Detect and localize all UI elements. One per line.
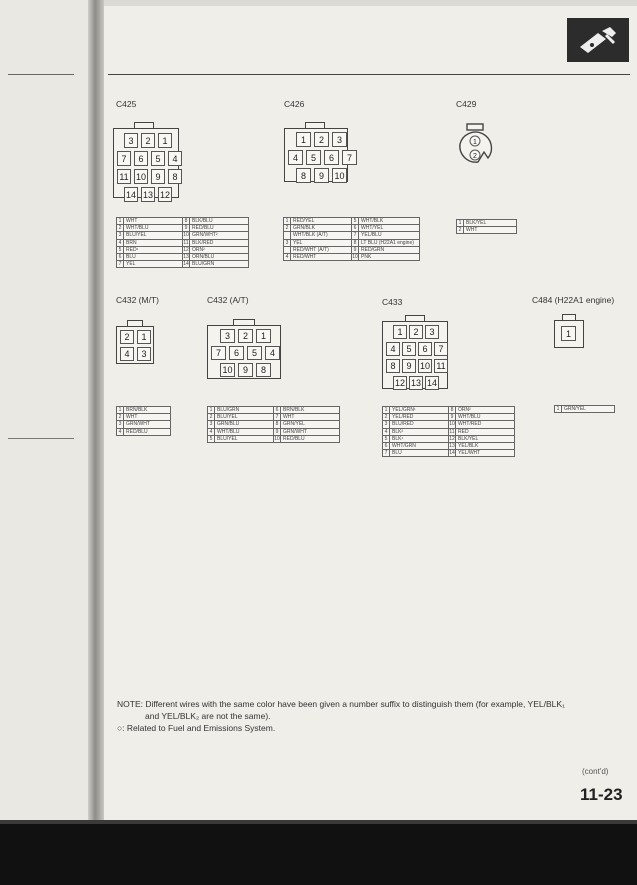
connector-pin: 4 [265, 346, 280, 360]
connector-pin: 4 [168, 151, 182, 166]
connector-pin: 2 [314, 132, 329, 147]
pin-number-cell: 9 [352, 246, 359, 253]
wire-color-cell: BRN/BLK [124, 407, 171, 414]
wire-color-cell: WHT/BLU [456, 414, 515, 421]
wire-color-cell: GRN/WHT [281, 428, 340, 435]
connector-pin: 14 [426, 378, 437, 388]
wire-color-cell: BLU [124, 253, 183, 260]
wire-row [383, 435, 515, 442]
pin-number-cell [284, 232, 291, 239]
c425-label: C425 [116, 99, 137, 109]
wire-row [117, 428, 171, 435]
pin-number-cell: 13 [183, 254, 189, 261]
wire-color-cell: WHT [281, 414, 340, 421]
connector-pin: 8 [296, 168, 311, 183]
pin-number-cell: 10 [274, 435, 280, 442]
pin-number-cell: 11 [183, 239, 189, 246]
wire-row [208, 421, 340, 428]
connector-pin: 2 [141, 133, 155, 148]
pin-number-cell: 3 [284, 239, 291, 246]
connector-pin: 11 [117, 169, 131, 184]
connector-pin: 7 [117, 151, 131, 166]
pin-number-cell: 1 [284, 218, 291, 225]
pin-number-cell: 12 [183, 246, 189, 253]
wire-color-cell: RED/WHT (A/T) [291, 246, 352, 253]
pin-number-cell [284, 246, 291, 253]
pin-number-cell: 4 [284, 253, 291, 260]
pin-number-cell: 2 [383, 414, 390, 421]
wire-color-cell: GRN/WHT² [190, 232, 249, 239]
connector-pin: 1 [561, 326, 576, 341]
wire-color-cell: WHT/YEL [359, 225, 420, 232]
wire-color-cell: WHT/BLK [359, 218, 420, 225]
pin-number-cell: 10 [352, 254, 358, 261]
pin-number-cell: 6 [117, 253, 124, 260]
wire-color-cell: WHT/RED [456, 421, 515, 428]
wire-color-cell: BLU/GRN [190, 261, 249, 268]
wire-color-cell: RED/BLU [190, 225, 249, 232]
wire-row [117, 261, 249, 268]
wire-row [117, 232, 249, 239]
wire-color-cell: BLU/YEL [215, 435, 274, 442]
wire-row [117, 218, 249, 225]
wire-color-cell: RED/GRN [359, 246, 420, 253]
pin-number-cell: 3 [117, 232, 124, 239]
pin-number-cell: 9 [274, 428, 281, 435]
pin-number-cell: 1 [208, 407, 215, 414]
connector-pin: 5 [151, 151, 165, 166]
wire-row [383, 414, 515, 421]
wire-row [208, 435, 340, 442]
connector-pin: 9 [402, 359, 416, 373]
wire-color-cell: GRN/YEL [281, 421, 340, 428]
c433-label: C433 [382, 297, 403, 307]
pin-number-cell: 4 [117, 428, 124, 435]
connector-pin: 12 [158, 187, 172, 202]
connector-latch [233, 319, 255, 325]
wire-row [555, 406, 615, 413]
wire-row [284, 225, 420, 232]
connector-latch [405, 315, 425, 321]
wire-row [383, 442, 515, 449]
connector-pin: 12 [394, 378, 405, 388]
connector-pin: 13 [410, 378, 421, 388]
pin-number-cell: 1 [383, 407, 390, 414]
pin-number-cell: 13 [449, 443, 455, 450]
connector-latch [562, 314, 576, 320]
c426-label: C426 [284, 99, 305, 109]
connector-pin: 5 [402, 342, 416, 356]
connector-pin: 3 [425, 325, 439, 339]
connector-pin: 8 [386, 359, 400, 373]
page-number: 11-23 [580, 785, 623, 804]
pin-number-cell: 7 [383, 450, 390, 457]
connector-latch [127, 320, 143, 326]
c432-mt-wire-table [116, 406, 171, 436]
fuel-pump-icon [576, 25, 620, 55]
pin-number-cell: 8 [183, 218, 190, 225]
wire-color-cell: WHT/BLU [215, 428, 274, 435]
left-page-rule [8, 74, 74, 75]
wire-color-cell: YEL [291, 239, 352, 246]
wire-color-cell: YEL/BLK [456, 442, 515, 449]
pin-number-cell: 14 [449, 450, 455, 457]
wire-color-cell: WHT [464, 227, 517, 234]
connector-pin: 8 [168, 169, 182, 184]
wire-row [117, 246, 249, 253]
pin-number-cell: 10 [449, 421, 455, 428]
connector-pin: 2 [409, 325, 423, 339]
pin-number-cell: 5 [208, 435, 215, 442]
wire-row [284, 239, 420, 246]
c429-pin: 1 [473, 139, 477, 146]
c429-connector-face [456, 122, 496, 172]
connector-pin: 5 [247, 346, 262, 360]
connector-pin: 10 [419, 361, 430, 371]
wire-row [284, 246, 420, 253]
c432-mt-label: C432 (M/T) [116, 295, 159, 305]
c429-label: C429 [456, 99, 477, 109]
pin-number-cell: 3 [383, 421, 390, 428]
wire-row [117, 414, 171, 421]
pin-number-cell: 4 [117, 239, 124, 246]
pin-number-cell: 2 [457, 227, 464, 234]
connector-pin: 11 [434, 359, 448, 373]
wire-row [208, 428, 340, 435]
wire-color-cell: GRN/WHT [124, 421, 171, 428]
connector-pin: 3 [220, 329, 235, 343]
pin-number-cell: 2 [117, 225, 124, 232]
connector-pin: 13 [141, 187, 155, 202]
pin-number-cell: 2 [208, 414, 215, 421]
wire-color-cell: BLK/YEL [456, 435, 515, 442]
wire-color-cell: BLK/YEL [464, 220, 517, 227]
connector-pin: 1 [158, 133, 172, 148]
wire-color-cell: ORN/BLU [190, 253, 249, 260]
c484-label: C484 (H22A1 engine) [532, 295, 615, 305]
connector-pin: 5 [306, 150, 321, 165]
connector-pin: 1 [296, 132, 311, 147]
connector-pin: 7 [342, 150, 357, 165]
pin-number-cell: 9 [449, 414, 456, 421]
connector-latch [134, 122, 154, 128]
pin-number-cell: 1 [457, 220, 464, 227]
pin-number-cell: 8 [274, 421, 281, 428]
pin-number-cell: 2 [117, 414, 124, 421]
connector-pin: 6 [324, 150, 339, 165]
c432-at-label: C432 (A/T) [207, 295, 249, 305]
connector-pin: 2 [238, 329, 253, 343]
wire-color-cell: GRN/YEL [562, 406, 615, 413]
wire-color-cell: BRN [124, 239, 183, 246]
wire-row [284, 253, 420, 260]
connector-pin: 4 [120, 347, 134, 361]
connector-pin: 7 [211, 346, 226, 360]
pin-number-cell: 6 [383, 442, 390, 449]
pin-number-cell: 3 [208, 421, 215, 428]
wire-color-cell: WHT [124, 218, 183, 225]
pin-number-cell: 10 [183, 232, 189, 239]
wire-color-cell: WHT/BLK (A/T) [291, 232, 352, 239]
pin-number-cell: 12 [449, 435, 455, 442]
c429-wire-table [456, 219, 517, 234]
connector-pin: 1 [137, 330, 151, 344]
connector-pin: 3 [124, 133, 138, 148]
connector-pin: 4 [288, 150, 303, 165]
wire-row [284, 218, 420, 225]
connector-pin: 9 [238, 363, 253, 377]
pin-number-cell: 7 [274, 414, 281, 421]
continued-label: (cont'd) [582, 767, 609, 776]
connector-pin: 1 [256, 329, 271, 343]
pin-number-cell: 4 [383, 428, 390, 435]
note-line-3: ○: Related to Fuel and Emissions System. [117, 723, 276, 733]
pin-number-cell: 8 [352, 239, 359, 246]
connector-pin: 6 [418, 342, 432, 356]
connector-pin: 7 [434, 342, 448, 356]
connector-pin: 8 [256, 363, 271, 377]
wire-row [383, 421, 515, 428]
connector-pin: 3 [137, 347, 151, 361]
pin-number-cell: 7 [352, 232, 359, 239]
wire-row [208, 414, 340, 421]
connector-pin: 14 [124, 187, 138, 202]
wire-color-cell: RED/BLU [281, 435, 340, 442]
book-gutter [88, 0, 104, 820]
pin-number-cell: 4 [208, 428, 215, 435]
wire-color-cell: RED/BLU [124, 428, 171, 435]
connector-pin: 3 [332, 132, 347, 147]
wire-color-cell: RED [456, 428, 515, 435]
wire-color-cell: BRN/BLK [281, 407, 340, 414]
connector-pin: 4 [386, 342, 400, 356]
pin-number-cell: 5 [383, 435, 390, 442]
wire-color-cell: GRN/BLK [291, 225, 352, 232]
pin-number-cell: 2 [284, 225, 291, 232]
wire-color-cell: YEL/BLU [359, 232, 420, 239]
wire-color-cell: BLU/GRN [215, 407, 274, 414]
connector-pin: 9 [151, 169, 165, 184]
wire-color-cell: RED/WHT [291, 253, 352, 260]
wire-row [383, 428, 515, 435]
c426-connector-face [284, 128, 352, 182]
connector-pin: 2 [120, 330, 134, 344]
wire-color-cell: YEL [124, 261, 183, 268]
left-page-rule-2 [8, 438, 74, 439]
pin-number-cell: 5 [352, 218, 359, 225]
pin-number-cell: 6 [274, 407, 281, 414]
connector-pin: 9 [314, 168, 329, 183]
connector-latch [305, 122, 325, 128]
c429-pin: 2 [473, 153, 477, 160]
pin-number-cell: 8 [449, 407, 456, 414]
connector-pin: 10 [220, 363, 235, 377]
wire-color-cell: BLU/YEL [124, 232, 183, 239]
wire-color-cell: BLK¹ [390, 435, 449, 442]
connector-pin: 1 [393, 325, 407, 339]
wire-row [284, 232, 420, 239]
wire-row [117, 253, 249, 260]
pin-number-cell: 6 [352, 225, 359, 232]
wire-row [117, 407, 171, 414]
wire-row [117, 239, 249, 246]
wire-color-cell: WHT/GRN [390, 442, 449, 449]
pin-number-cell: 7 [117, 261, 124, 268]
c484-wire-table [554, 405, 615, 413]
section-tab [567, 18, 629, 62]
wire-color-cell: YEL/GRN¹ [390, 407, 449, 414]
color-suffix-note [117, 698, 627, 734]
pin-number-cell: 1 [555, 406, 562, 413]
wire-color-cell: ORN² [456, 407, 515, 414]
connector-pin: 10 [134, 169, 148, 184]
wire-row [383, 407, 515, 414]
pin-number-cell: 1 [117, 218, 124, 225]
wire-color-cell: YEL/WHT [456, 450, 515, 457]
note-line-2: and YEL/BLK₂ are not the same). [145, 711, 271, 721]
c484-connector-face [554, 320, 584, 348]
wire-row [383, 450, 515, 457]
pin-number-cell: 9 [183, 225, 190, 232]
wire-color-cell: GRN/BLU [215, 421, 274, 428]
wire-color-cell: BLK/RED [190, 239, 249, 246]
wire-row [117, 421, 171, 428]
wire-color-cell: LT BLU (H22A1 engine) [359, 239, 420, 246]
c433-connector-face [382, 321, 448, 389]
c432-at-connector-face [207, 325, 281, 379]
header-rule [108, 74, 630, 75]
wire-color-cell: WHT/BLU [124, 225, 183, 232]
c432-mt-connector-face [116, 326, 154, 364]
c426-wire-table [283, 217, 420, 261]
pin-number-cell: 14 [183, 261, 189, 268]
wire-color-cell: WHT [124, 414, 171, 421]
connector-pin: 6 [229, 346, 244, 360]
c433-wire-table [382, 406, 515, 457]
left-facing-page [0, 0, 96, 820]
c432-at-wire-table [207, 406, 340, 443]
wire-color-cell: BLK² [390, 428, 449, 435]
wire-color-cell: BLU [390, 450, 449, 457]
wire-color-cell: BLK/BLU [190, 218, 249, 225]
connector-pin: 10 [332, 168, 347, 183]
scan-bottom-edge [0, 820, 637, 885]
wire-color-cell: BLU/RED [390, 421, 449, 428]
wire-color-cell: YEL/RED [390, 414, 449, 421]
pin-number-cell: 5 [117, 246, 124, 253]
wire-color-cell: PNK [359, 253, 420, 260]
pin-number-cell: 3 [117, 421, 124, 428]
wire-color-cell: BLU/YEL [215, 414, 274, 421]
wire-row [117, 225, 249, 232]
connector-pin: 6 [134, 151, 148, 166]
c425-connector-face [113, 128, 179, 198]
c425-wire-table [116, 217, 249, 268]
wire-color-cell: ORN² [190, 246, 249, 253]
note-line-1: NOTE: Different wires with the same color have been given a number suffix to distinguish them (for example, YEL/BLK₁ [117, 699, 565, 709]
wire-row [457, 227, 517, 234]
pin-number-cell: 1 [117, 407, 124, 414]
wire-row [457, 220, 517, 227]
wire-color-cell: RED¹ [124, 246, 183, 253]
wire-color-cell: RED/YEL [291, 218, 352, 225]
wire-row [208, 407, 340, 414]
pin-number-cell: 11 [449, 428, 455, 435]
